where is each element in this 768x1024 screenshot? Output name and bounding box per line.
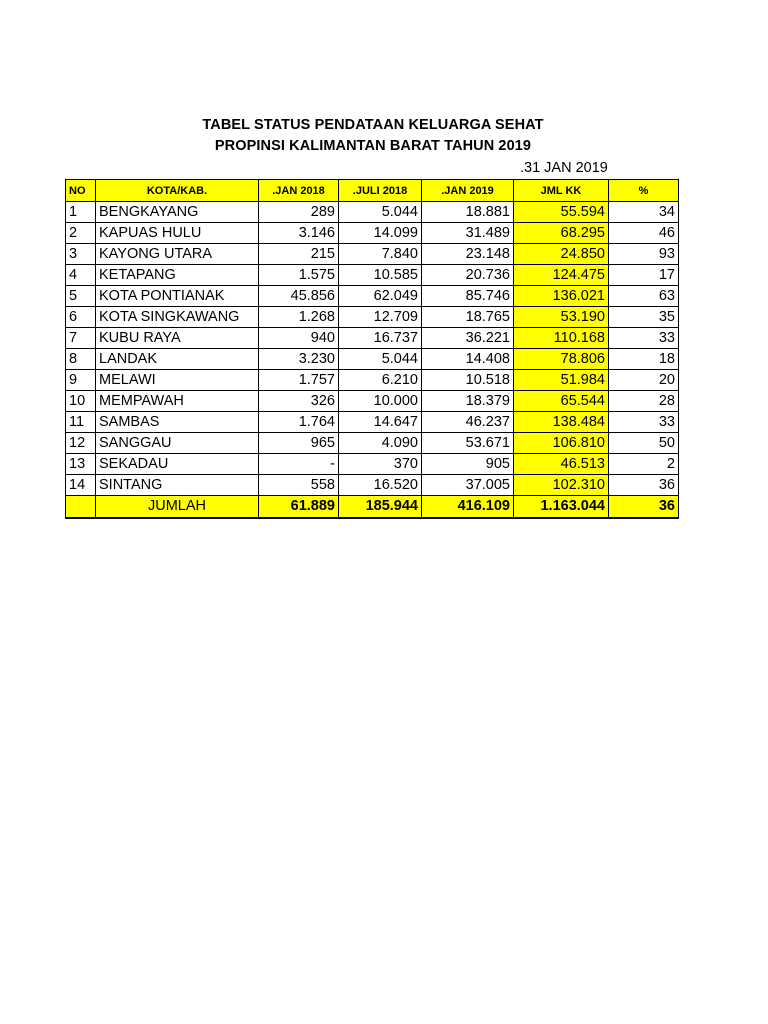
cell-kota: SEKADAU (96, 454, 259, 475)
table-title: TABEL STATUS PENDATAAN KELUARGA SEHAT (202, 117, 544, 133)
cell-jan-2018: 1.764 (259, 412, 339, 433)
cell-no: 9 (66, 370, 96, 391)
header-jan-2018: .JAN 2018 (259, 180, 339, 202)
table-body (66, 202, 679, 496)
cell-kota: KAYONG UTARA (96, 244, 259, 265)
cell-no: 8 (66, 349, 96, 370)
cell-jan-2019: 905 (422, 454, 514, 475)
cell-jml-kk: 110.168 (514, 328, 609, 349)
cell-no: 1 (66, 202, 96, 223)
table-row (66, 391, 679, 412)
cell-percent: 20 (609, 370, 679, 391)
table-row (66, 349, 679, 370)
table-row (66, 412, 679, 433)
cell-jan-2018: 1.268 (259, 307, 339, 328)
cell-no: 3 (66, 244, 96, 265)
cell-kota: KUBU RAYA (96, 328, 259, 349)
header-juli-2018: .JULI 2018 (339, 180, 422, 202)
cell-jml-kk: 65.544 (514, 391, 609, 412)
cell-jan-2019: 18.881 (422, 202, 514, 223)
cell-jan-2018: 326 (259, 391, 339, 412)
cell-percent: 63 (609, 286, 679, 307)
cell-jml-kk: 136.021 (514, 286, 609, 307)
cell-juli-2018: 370 (339, 454, 422, 475)
cell-kota: SINTANG (96, 475, 259, 496)
cell-juli-2018: 6.210 (339, 370, 422, 391)
cell-juli-2018: 5.044 (339, 349, 422, 370)
cell-kota: KETAPANG (96, 265, 259, 286)
table-row (66, 328, 679, 349)
header-percent: % (609, 180, 679, 202)
cell-jml-kk: 51.984 (514, 370, 609, 391)
cell-kota: SAMBAS (96, 412, 259, 433)
cell-percent: 18 (609, 349, 679, 370)
cell-juli-2018: 10.585 (339, 265, 422, 286)
cell-kota: MEMPAWAH (96, 391, 259, 412)
table-row (66, 433, 679, 454)
cell-no: 14 (66, 475, 96, 496)
cell-percent: 33 (609, 412, 679, 433)
cell-percent: 17 (609, 265, 679, 286)
table-row (66, 202, 679, 223)
cell-percent: 2 (609, 454, 679, 475)
cell-jan-2019: 36.221 (422, 328, 514, 349)
cell-juli-2018: 16.737 (339, 328, 422, 349)
cell-juli-2018: 4.090 (339, 433, 422, 454)
cell-kota: KAPUAS HULU (96, 223, 259, 244)
cell-percent: 46 (609, 223, 679, 244)
report-date: .31 JAN 2019 (520, 160, 608, 176)
cell-kota: SANGGAU (96, 433, 259, 454)
cell-kota: KOTA SINGKAWANG (96, 307, 259, 328)
cell-kota: BENGKAYANG (96, 202, 259, 223)
cell-jml-kk: 55.594 (514, 202, 609, 223)
cell-percent: 35 (609, 307, 679, 328)
cell-jan-2018: 3.146 (259, 223, 339, 244)
cell-kota: MELAWI (96, 370, 259, 391)
cell-percent: 28 (609, 391, 679, 412)
header-no: NO (66, 180, 96, 202)
cell-jml-kk: 102.310 (514, 475, 609, 496)
cell-jml-kk: 24.850 (514, 244, 609, 265)
table-row (66, 454, 679, 475)
cell-jan-2018: 940 (259, 328, 339, 349)
cell-jan-2019: 14.408 (422, 349, 514, 370)
cell-jan-2018: 1.575 (259, 265, 339, 286)
cell-no: 5 (66, 286, 96, 307)
cell-jan-2018: 45.856 (259, 286, 339, 307)
total-jan-2018: 61.889 (259, 496, 339, 518)
table-subtitle-province: PROPINSI KALIMANTAN BARAT TAHUN 2019 (214, 138, 532, 154)
cell-jan-2018: - (259, 454, 339, 475)
table-row (66, 370, 679, 391)
cell-percent: 50 (609, 433, 679, 454)
cell-no: 2 (66, 223, 96, 244)
cell-jan-2019: 23.148 (422, 244, 514, 265)
cell-percent: 33 (609, 328, 679, 349)
cell-kota: LANDAK (96, 349, 259, 370)
cell-jan-2019: 85.746 (422, 286, 514, 307)
cell-jan-2018: 215 (259, 244, 339, 265)
total-label: JUMLAH (96, 496, 259, 518)
cell-jml-kk: 124.475 (514, 265, 609, 286)
header-jan-2019: .JAN 2019 (422, 180, 514, 202)
family-health-data-table (65, 179, 679, 519)
cell-juli-2018: 14.647 (339, 412, 422, 433)
cell-jan-2018: 1.757 (259, 370, 339, 391)
cell-kota: KOTA PONTIANAK (96, 286, 259, 307)
table-row (66, 244, 679, 265)
total-percent: 36 (609, 496, 679, 518)
cell-juli-2018: 16.520 (339, 475, 422, 496)
cell-jml-kk: 138.484 (514, 412, 609, 433)
cell-juli-2018: 14.099 (339, 223, 422, 244)
cell-percent: 93 (609, 244, 679, 265)
cell-juli-2018: 62.049 (339, 286, 422, 307)
cell-juli-2018: 7.840 (339, 244, 422, 265)
cell-jan-2019: 46.237 (422, 412, 514, 433)
cell-no: 6 (66, 307, 96, 328)
table-row (66, 286, 679, 307)
cell-percent: 36 (609, 475, 679, 496)
cell-jan-2018: 965 (259, 433, 339, 454)
cell-jml-kk: 106.810 (514, 433, 609, 454)
cell-no: 12 (66, 433, 96, 454)
header-kota: KOTA/KAB. (96, 180, 259, 202)
cell-juli-2018: 5.044 (339, 202, 422, 223)
cell-jml-kk: 78.806 (514, 349, 609, 370)
cell-no: 7 (66, 328, 96, 349)
cell-jan-2019: 53.671 (422, 433, 514, 454)
total-jan-2019: 416.109 (422, 496, 514, 518)
total-row (66, 496, 679, 518)
table-row (66, 307, 679, 328)
table-row (66, 265, 679, 286)
cell-jan-2019: 37.005 (422, 475, 514, 496)
table-row (66, 475, 679, 496)
cell-no: 4 (66, 265, 96, 286)
cell-juli-2018: 12.709 (339, 307, 422, 328)
total-jml-kk: 1.163.044 (514, 496, 609, 518)
cell-juli-2018: 10.000 (339, 391, 422, 412)
cell-jan-2019: 18.765 (422, 307, 514, 328)
cell-jan-2018: 558 (259, 475, 339, 496)
cell-jan-2018: 3.230 (259, 349, 339, 370)
cell-jan-2018: 289 (259, 202, 339, 223)
cell-jml-kk: 46.513 (514, 454, 609, 475)
header-jml-kk: JML KK (514, 180, 609, 202)
cell-no: 13 (66, 454, 96, 475)
cell-jan-2019: 20.736 (422, 265, 514, 286)
header-row (66, 180, 679, 202)
total-juli-2018: 185.944 (339, 496, 422, 518)
cell-jan-2019: 31.489 (422, 223, 514, 244)
cell-jan-2019: 10.518 (422, 370, 514, 391)
cell-percent: 34 (609, 202, 679, 223)
cell-jml-kk: 53.190 (514, 307, 609, 328)
cell-jan-2019: 18.379 (422, 391, 514, 412)
cell-no: 10 (66, 391, 96, 412)
table-row (66, 223, 679, 244)
total-no-cell (66, 496, 96, 518)
cell-jml-kk: 68.295 (514, 223, 609, 244)
cell-no: 11 (66, 412, 96, 433)
